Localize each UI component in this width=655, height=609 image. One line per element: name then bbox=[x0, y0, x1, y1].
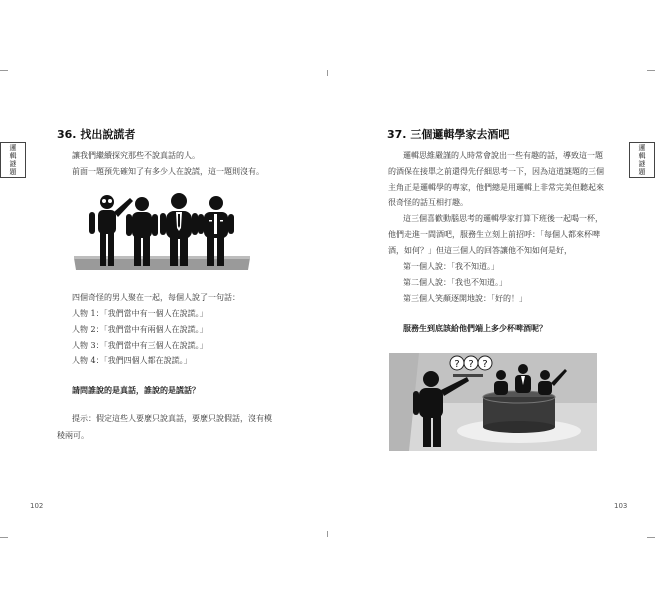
puzzle-title: 37. 三個邏輯學家去酒吧 bbox=[387, 128, 510, 141]
crop-mark bbox=[327, 531, 328, 537]
crop-mark bbox=[647, 537, 655, 538]
round-table bbox=[483, 391, 555, 433]
paragraph-line: 他們走進一間酒吧，服務生立刻上前招呼：「每個人都來杯啤 bbox=[388, 230, 600, 239]
question-mark: ? bbox=[468, 359, 474, 370]
paragraph-line: 這三個喜歡動腦思考的邏輯學家打算下班後一起喝一杯， bbox=[403, 214, 603, 223]
chapter-tab-label: 邏輯謎題 bbox=[638, 144, 646, 176]
chapter-tab-label: 邏輯謎題 bbox=[9, 144, 17, 176]
page-number: 102 bbox=[30, 502, 44, 510]
page-number: 103 bbox=[614, 502, 628, 510]
chapter-tab bbox=[0, 142, 26, 178]
paragraph-line: 很奇怪的話互相打趣。 bbox=[388, 198, 468, 207]
serving-tray bbox=[453, 374, 483, 377]
man-2-figure bbox=[126, 197, 158, 266]
question-line: 服務生到底該給他們端上多少杯啤酒呢？ bbox=[403, 324, 547, 333]
crop-mark bbox=[0, 70, 8, 71]
question-line: 請問誰說的是真話，誰說的是謊話？ bbox=[72, 386, 200, 395]
reply-line: 第一個人說：「我不知道。」 bbox=[403, 262, 499, 271]
statement-line: 人物 4：「我們四個人都在說謊。」 bbox=[72, 356, 192, 365]
four-men-illustration bbox=[72, 190, 252, 274]
statement-line: 人物 1：「我們當中有一個人在說謊。」 bbox=[72, 309, 208, 318]
reply-line: 第二個人說：「我也不知道。」 bbox=[403, 278, 507, 287]
intro-line: 前面一題預先確知了有多少人在說謊，這一題則沒有。 bbox=[72, 167, 264, 176]
paragraph-line: 的酒保在接單之前還得先仔細思考一下，因為這道謎題的三個 bbox=[388, 167, 604, 176]
paragraph-line: 主角正是邏輯學的專家，他們總是用邏輯上非常完美但聽起來 bbox=[388, 183, 604, 192]
statement-line: 人物 3：「我們當中有三個人在說謊。」 bbox=[72, 341, 208, 350]
puzzle-title: 36. 找出說謊者 bbox=[57, 128, 136, 141]
crop-mark bbox=[647, 70, 655, 71]
setup-line: 四個奇怪的男人聚在一起，每個人說了一句話： bbox=[72, 293, 240, 302]
question-bubbles bbox=[450, 356, 492, 370]
question-mark: ? bbox=[482, 359, 488, 370]
reply-line: 第三個人笑顏逐開地說：「好的！」 bbox=[403, 294, 527, 303]
hint-line: 稜兩可。 bbox=[57, 431, 89, 440]
paragraph-line: 酒，如何？」但這三個人的回答讓他不知如何是好， bbox=[388, 246, 572, 255]
paragraph-line: 邏輯思維嚴謹的人時常會說出一些有趣的話，導致這一題 bbox=[403, 151, 603, 160]
hint-line: 提示：假定這些人要麼只說真話，要麼只說假話，沒有模 bbox=[72, 414, 272, 423]
bar-scene-illustration bbox=[389, 353, 597, 451]
statement-line: 人物 2：「我們當中有兩個人在說謊。」 bbox=[72, 325, 208, 334]
man-4-figure bbox=[198, 196, 234, 266]
crop-mark bbox=[327, 70, 328, 76]
question-mark: ? bbox=[454, 359, 460, 370]
man-3-figure bbox=[160, 193, 198, 266]
crop-mark bbox=[0, 537, 8, 538]
chapter-tab bbox=[629, 142, 655, 178]
intro-line: 讓我們繼續探究那些不說真話的人。 bbox=[72, 151, 200, 160]
